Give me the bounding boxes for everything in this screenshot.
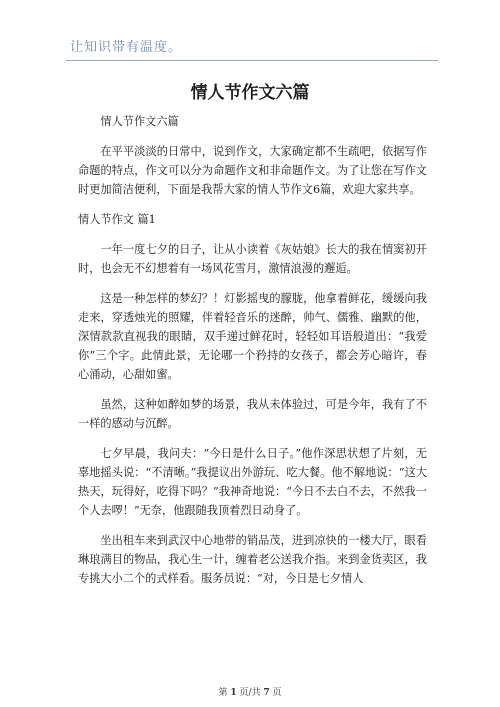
footer-middle: 页/共 xyxy=(239,688,261,698)
body-paragraph: 虽然，这种如醉如梦的场景，我从未体验过，可是今年，我有了不一样的感动与沉醉。 xyxy=(78,398,427,430)
body-paragraph: 一年一度七夕的日子，让从小读着《灰姑娘》长大的我在情窦初开时，也会无不幻想着有一场风花雪月，激情浪漫的邂逅。 xyxy=(78,243,427,275)
footer-prefix: 第 xyxy=(218,688,228,698)
body-paragraph: 七夕早晨，我问夫：“今日是什么日子。”他作深思状想了片刻，无辜地摇头说：“不清晰。”我提议出外游玩、吃大餐。他不解地说：“这大热天，玩得好，吃得下吗？”我神奇地说：“今日不去白不去，不然我一个人去啰！”无奈，他跟随我顶着烈日动身了。 xyxy=(78,447,427,517)
header-divider xyxy=(66,60,438,61)
document-body xyxy=(78,112,427,599)
header-slogan: 让知识带有温度。 xyxy=(70,40,183,55)
footer-total-pages: 7 xyxy=(263,688,270,698)
footer-page-number: 1 xyxy=(230,688,237,698)
body-paragraph: 这是一种怎样的梦幻？！灯影摇曳的朦胧，他拿着鲜花，缓缓向我走来，穿透烛光的照耀，伴着轻音乐的迷醉，帅气、儒雅、幽默的他，深情款款直视我的眼睛，双手递过鲜花时，轻轻如耳语般道出：“我爱你”三个字。此情此景，无论哪一个矜持的女孩子，都会芳心暗许，春心涌动，心甜如蜜。 xyxy=(78,292,427,381)
page-footer xyxy=(0,685,500,698)
subtitle-paragraph: 情人节作文六篇 xyxy=(100,115,179,128)
section-heading: 情人节作文 篇1 xyxy=(78,213,156,226)
document-title: 情人节作文六篇 xyxy=(190,83,310,103)
intro-paragraph: 在平平淡淡的日常中，说到作文，大家确定都不生疏吧，依据写作命题的特点，作文可以分为命题作文和非命题作文。为了让您在写作文时更加简洁便利，下面是我帮大家的情人节作文6篇，欢迎大家共享。 xyxy=(78,145,427,196)
footer-suffix: 页 xyxy=(272,688,282,698)
body-paragraph: 坐出租车来到武汉中心地带的销品茂，进到凉快的一楼大厅，眼看琳琅满目的物品，我心生一计，缠着老公送我介指。来到金货卖区，我专挑大小二个的式样看。服务员说：“对，今日是七夕情人 xyxy=(78,534,427,585)
